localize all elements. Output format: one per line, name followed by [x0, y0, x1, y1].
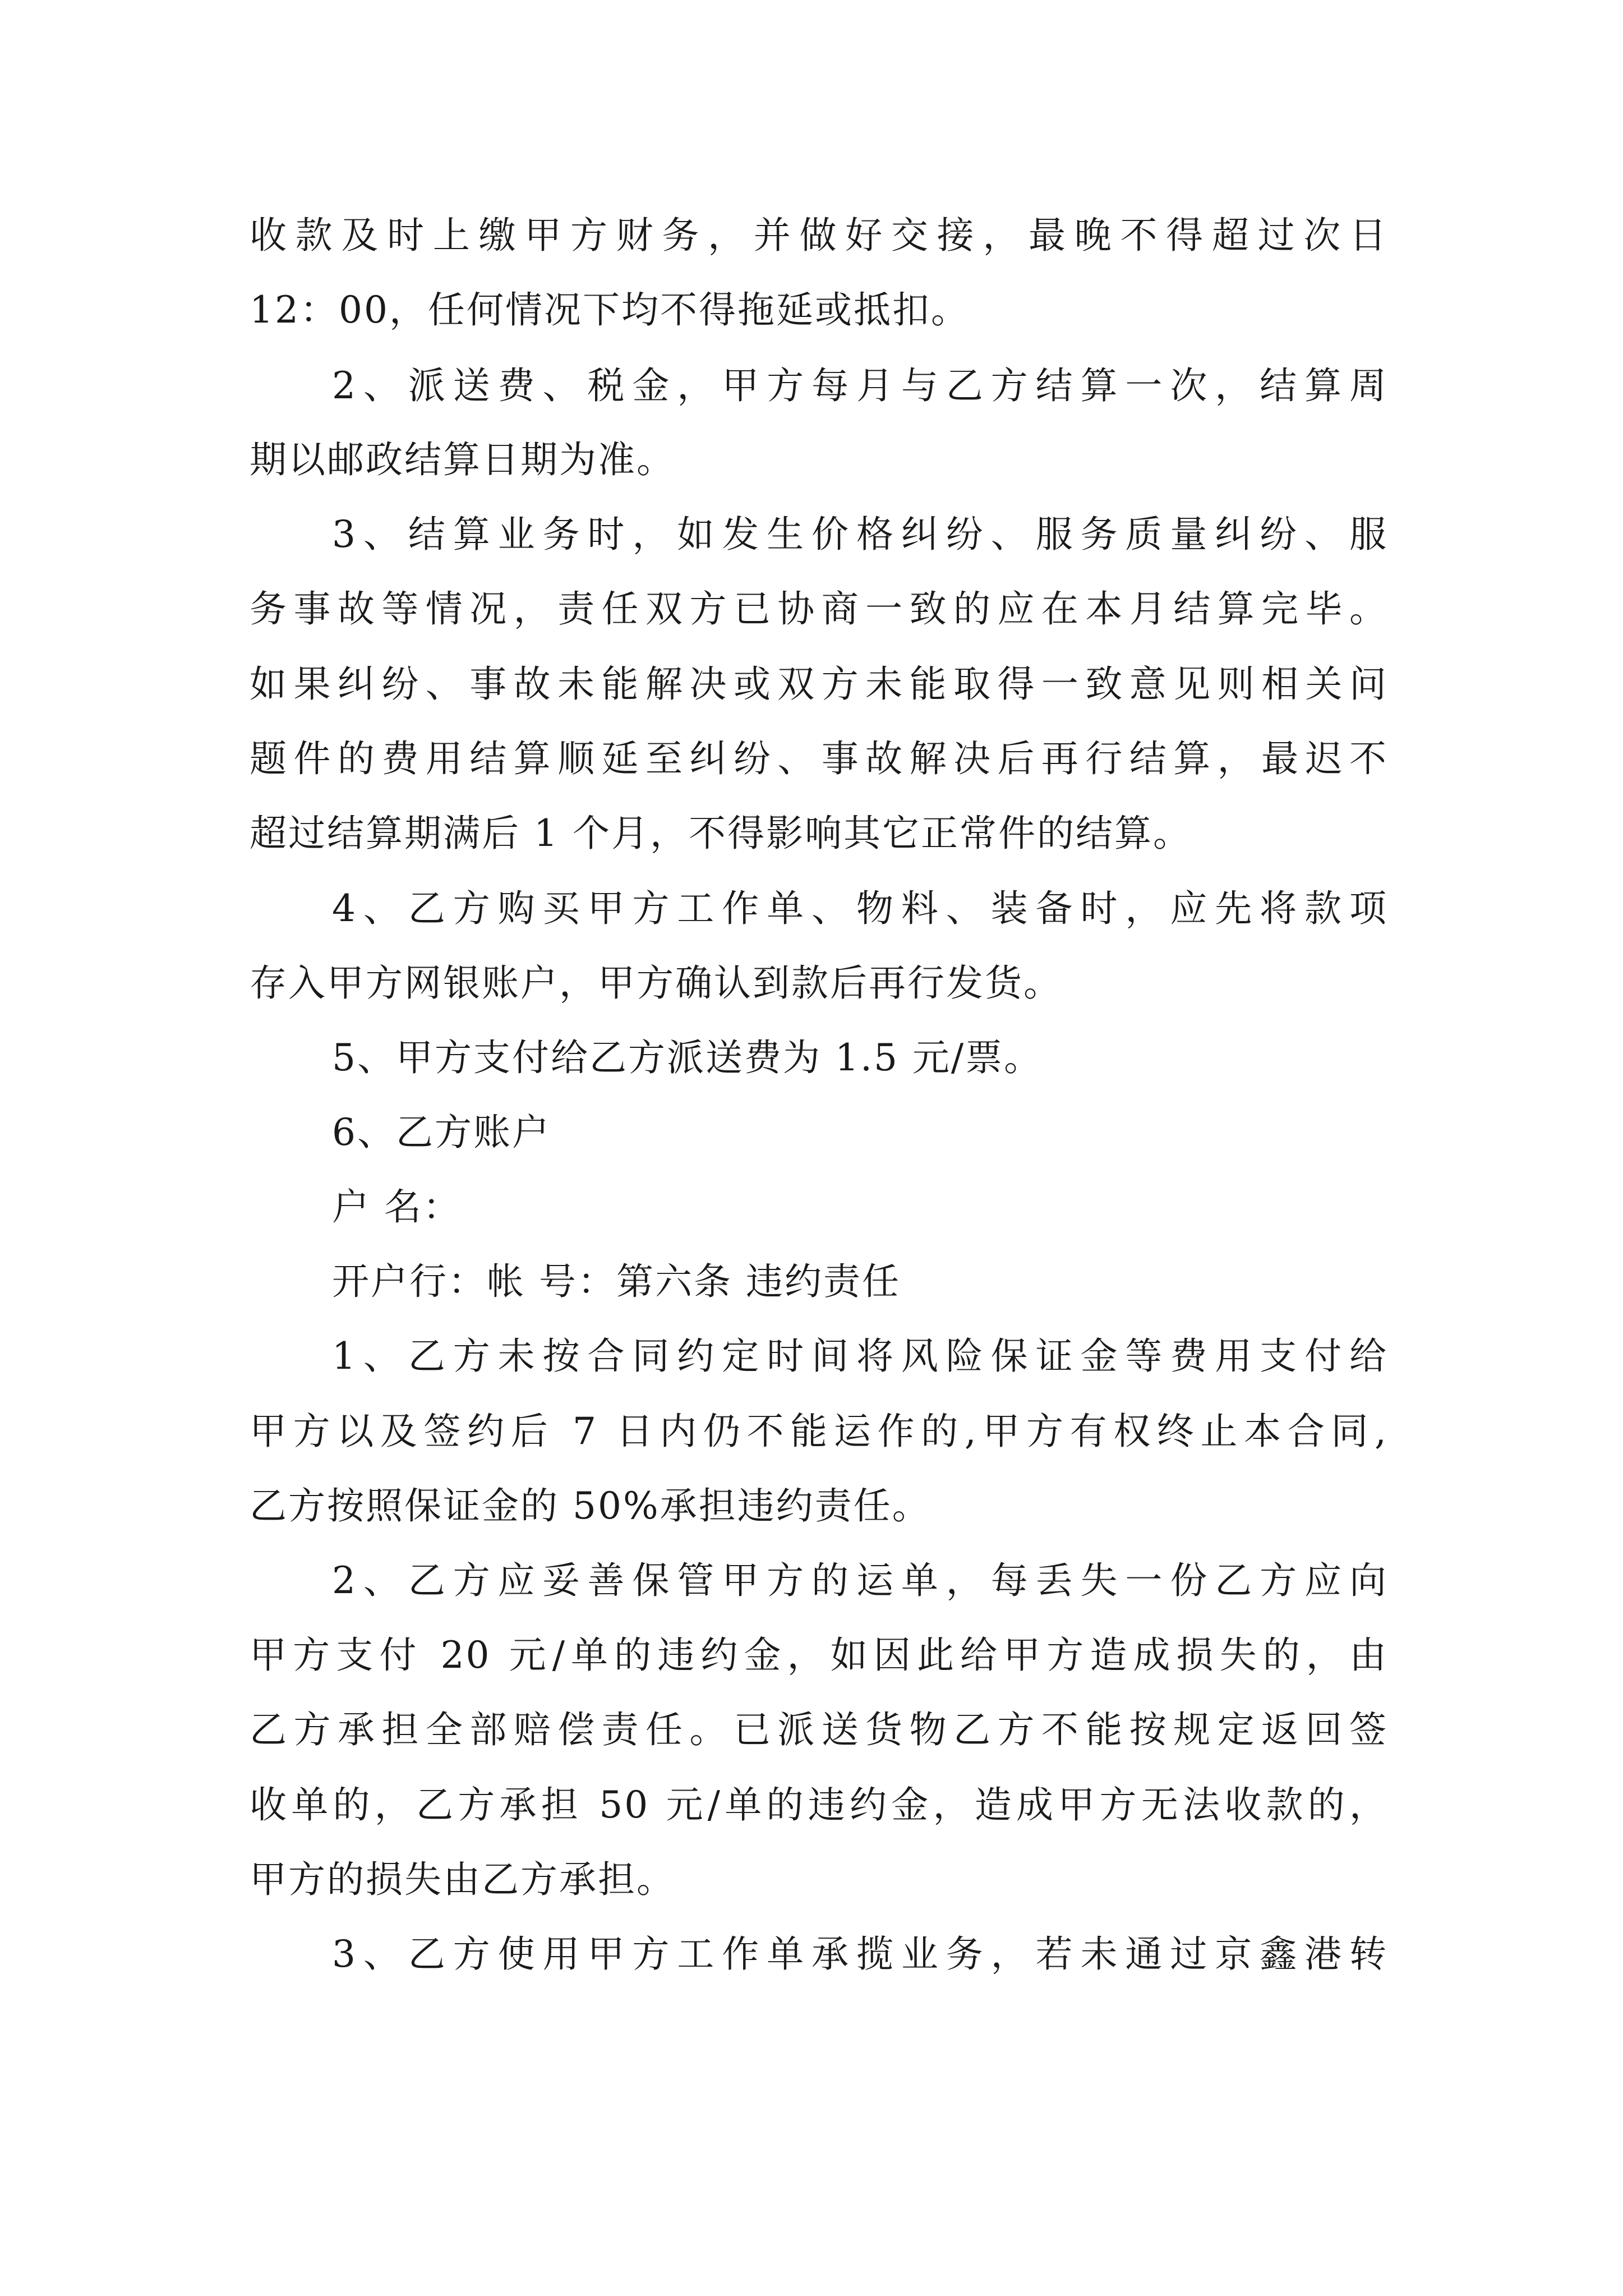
paragraph-line: 1、乙方未按合同约定时间将风险保证金等费用支付给 [332, 1335, 1388, 1378]
paragraph-line: 期以邮政结算日期为准。 [250, 438, 675, 481]
paragraph-line: 务事故等情况，责任双方已协商一致的应在本月结算完毕。 [250, 587, 1388, 631]
paragraph-line: 乙方承担全部赔偿责任。已派送货物乙方不能按规定返回签 [250, 1708, 1388, 1751]
paragraph-line: 收单的，乙方承担 50 元/单的违约金，造成甲方无法收款的， [250, 1783, 1388, 1826]
paragraph-line: 4、乙方购买甲方工作单、物料、装备时，应先将款项 [332, 887, 1388, 930]
paragraph-line: 3、乙方使用甲方工作单承揽业务，若未通过京鑫港转 [332, 1932, 1388, 1976]
paragraph-line: 甲方的损失由乙方承担。 [250, 1858, 675, 1901]
paragraph-line: 收款及时上缴甲方财务，并做好交接，最晚不得超过次日 [250, 214, 1388, 257]
paragraph-line: 户 名： [332, 1185, 462, 1228]
paragraph-line: 如果纠纷、事故未能解决或双方未能取得一致意见则相关问 [250, 662, 1388, 706]
paragraph-line: 5、甲方支付给乙方派送费为 1.5 元/票。 [332, 1036, 1043, 1079]
paragraph-line: 3、结算业务时，如发生价格纠纷、服务质量纠纷、服 [332, 513, 1388, 556]
paragraph-line: 甲方以及签约后 7 日内仍不能运作的,甲方有权终止本合同, [250, 1410, 1388, 1453]
paragraph-line: 题件的费用结算顺延至纠纷、事故解决后再行结算，最迟不 [250, 737, 1388, 780]
paragraph-line: 开户行：帐 号：第六条 违约责任 [332, 1260, 901, 1303]
paragraph-line: 2、乙方应妥善保管甲方的运单，每丢失一份乙方应向 [332, 1559, 1388, 1602]
paragraph-line: 乙方按照保证金的 50%承担违约责任。 [250, 1484, 931, 1527]
paragraph-line: 2、派送费、税金，甲方每月与乙方结算一次，结算周 [332, 364, 1388, 407]
paragraph-line: 甲方支付 20 元/单的违约金，如因此给甲方造成损失的，由 [250, 1634, 1388, 1677]
paragraph-line: 6、乙方账户 [332, 1111, 551, 1154]
paragraph-line: 超过结算期满后 1 个月，不得影响其它正常件的结算。 [250, 812, 1192, 855]
paragraph-line: 12：00，任何情况下均不得拖延或抵扣。 [250, 288, 970, 332]
paragraph-line: 存入甲方网银账户，甲方确认到款后再行发货。 [250, 961, 1062, 1005]
